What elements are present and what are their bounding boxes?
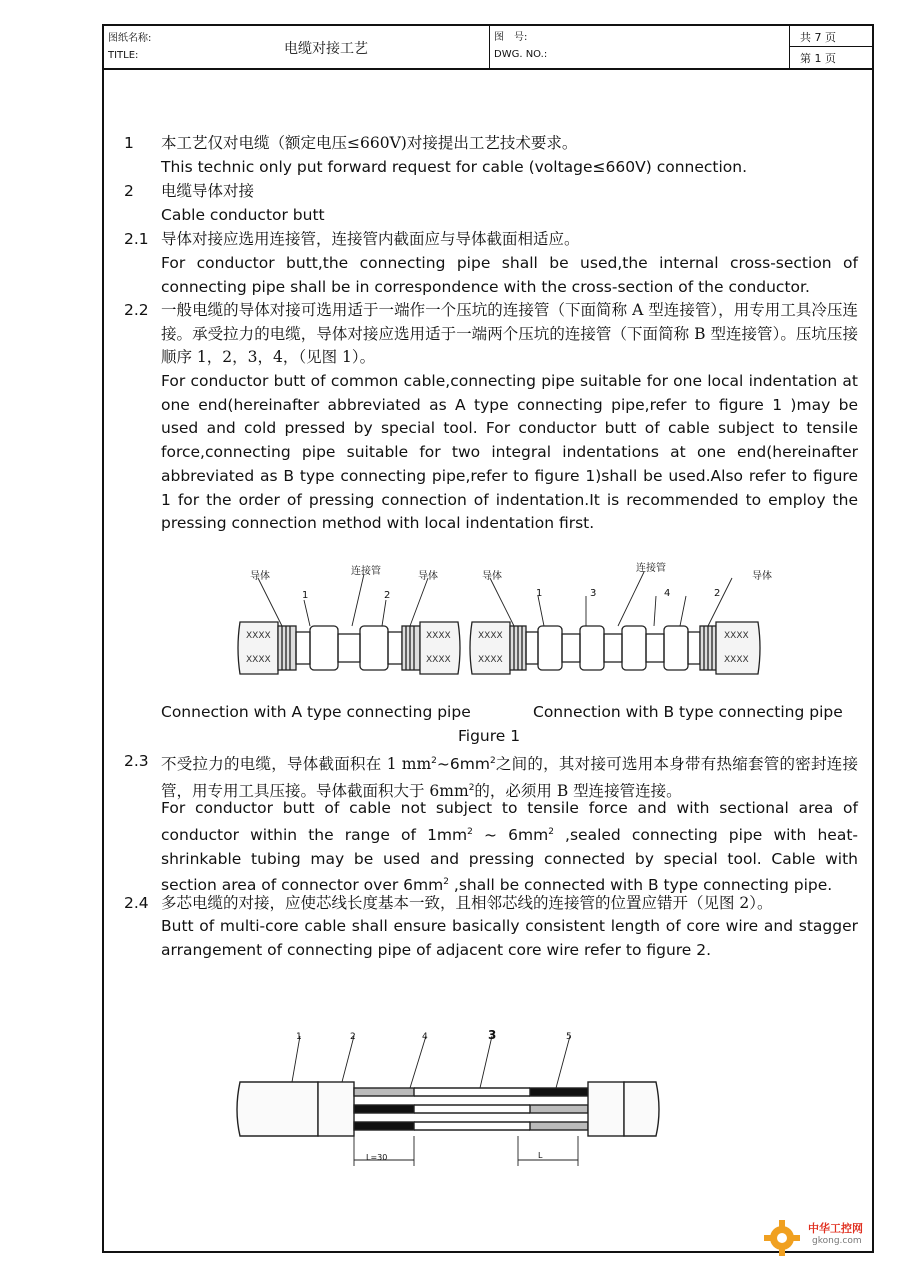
figure-1a-a-type bbox=[238, 574, 460, 674]
svg-text:XXXX: XXXX bbox=[724, 631, 749, 641]
section-2-4-number: 2.4 bbox=[124, 894, 149, 912]
fig1b-label-conductor-right: 导体 bbox=[752, 571, 772, 582]
watermark-brand: 中华工控网 bbox=[808, 1222, 863, 1235]
figure-2-drawing bbox=[230, 1030, 670, 1180]
fig1a-label-2: 2 bbox=[384, 590, 391, 601]
section-1-en: This technic only put forward request for cable (voltage≤660V) connection. bbox=[161, 158, 748, 176]
svg-text:XXXX: XXXX bbox=[724, 655, 749, 665]
svg-text:XXXX: XXXX bbox=[426, 655, 451, 665]
document-title: 电缆对接工艺 bbox=[284, 41, 368, 57]
fig1a-label-pipe: 连接管 bbox=[351, 566, 381, 577]
fig2-label-1: 1 bbox=[296, 1032, 302, 1042]
gear-icon bbox=[762, 1218, 802, 1258]
figure-1-title: Figure 1 bbox=[458, 727, 521, 745]
section-1-number: 1 bbox=[124, 134, 134, 152]
fig1a-label-conductor-left: 导体 bbox=[250, 571, 270, 582]
fig1a-label-1: 1 bbox=[302, 590, 309, 601]
section-2-number: 2 bbox=[124, 182, 134, 200]
fig1b-label-pipe: 连接管 bbox=[636, 563, 666, 574]
fig1b-label-conductor-left: 导体 bbox=[482, 571, 502, 582]
fig2-dim-l30: L=30 bbox=[366, 1153, 388, 1162]
section-2-2-number: 2.2 bbox=[124, 301, 149, 319]
section-2-1-number: 2.1 bbox=[124, 230, 149, 248]
drawing-name-label-en: TITLE: bbox=[108, 50, 139, 61]
fig2-label-4: 4 bbox=[422, 1032, 428, 1042]
section-2-3-cn: 不受拉力的电缆，导体截面积在 1 $mm^2\sim 6mm^2$之间的，其对接可选用本身带有热缩套管的密封连接管，用专用工具压接。导体截面积大于 $6mm^2$的，必须用 B 型连接管连接。 bbox=[161, 755, 858, 801]
fig1b-label-3: 3 bbox=[590, 588, 597, 599]
fig1a-label-conductor-right: 导体 bbox=[418, 571, 438, 582]
section-2-4-cn: 多芯电缆的对接，应使芯线长度基本一致，且相邻芯线的连接管的位置应错开（见图 2）。 bbox=[161, 894, 773, 912]
fig2-label-3: 3 bbox=[488, 1028, 497, 1042]
fig1b-label-4: 4 bbox=[664, 588, 671, 599]
section-2-3-number: 2.3 bbox=[124, 752, 149, 770]
fig2-label-5: 5 bbox=[566, 1032, 572, 1042]
section-2-en: Cable conductor butt bbox=[161, 206, 325, 224]
page-number: 第 1 页 bbox=[800, 52, 836, 65]
svg-text:XXXX: XXXX bbox=[478, 631, 503, 641]
section-1-cn: 本工艺仅对电缆（额定电压≤660V)对接提出工艺技术要求。 bbox=[161, 134, 578, 152]
fig1b-label-1: 1 bbox=[536, 588, 543, 599]
watermark-logo bbox=[762, 1212, 892, 1262]
section-2-2-en: For conductor butt of common cable,connecting pipe suitable for one local indentation at one end(hereinafter abbreviated as A type connecting pipe,refer to figure 1 )may be used and cold pressed by special tool. For conductor butt of cable subject to tensile force,connecting pipe suitable for two integral indentations at one end(hereinafter abbreviated as B type connecting pipe,refer to figure 1)shall be used.Also refer to figure 1 for the order of pressing connection of indentation.It is recommended to employ the pressing connection method with local indentation first. bbox=[161, 372, 858, 533]
watermark-site: gkong.com bbox=[812, 1236, 862, 1246]
svg-text:XXXX: XXXX bbox=[246, 655, 271, 665]
dwg-no-label-en: DWG. NO.: bbox=[494, 49, 548, 60]
section-2-3-en: For conductor butt of cable not subject to tensile force and with sectional area of conductor within the range of $1mm^2$ ~ $6mm^2$ ,sealed connecting pipe with heat-shrinkable tubing may be used and pressing connected by special tool. Cable with section area of connector over $6mm^2$ ,shall be connected with B type connecting pipe. bbox=[161, 799, 858, 895]
section-2-4-en: Butt of multi-core cable shall ensure basically consistent length of core wire and stagger arrangement of connecting pipe of adjacent core wire refer to figure 2. bbox=[161, 917, 858, 959]
figure-1-caption-b: Connection with B type connecting pipe bbox=[533, 703, 843, 721]
total-pages: 共 7 页 bbox=[800, 31, 836, 44]
section-2-2-cn: 一般电缆的导体对接可选用适于一端作一个压坑的连接管（下面简称 A 型连接管），用专用工具冷压连接。承受拉力的电缆，导体对接应选用适于一端两个压坑的连接管（下面简称 B 型连接管）。压坑压接顺序 1，2，3，4，（见图 1）。 bbox=[161, 301, 858, 367]
figure-1-caption-a: Connection with A type connecting pipe bbox=[161, 703, 471, 721]
section-2-1-cn: 导体对接应选用连接管，连接管内截面应与导体截面相适应。 bbox=[161, 230, 580, 248]
dwg-no-label-cn: 图 号: bbox=[494, 32, 528, 43]
svg-text:XXXX: XXXX bbox=[478, 655, 503, 665]
svg-text:XXXX: XXXX bbox=[426, 631, 451, 641]
fig1b-label-2: 2 bbox=[714, 588, 721, 599]
section-2-1-en: For conductor butt,the connecting pipe shall be used,the internal cross-section of connecting pipe shall be in correspondence with the cross-section of the conductor. bbox=[161, 254, 858, 296]
fig2-dim-l: L bbox=[538, 1151, 543, 1160]
section-2-cn: 电缆导体对接 bbox=[161, 182, 255, 200]
svg-text:XXXX: XXXX bbox=[246, 631, 271, 641]
fig2-label-2: 2 bbox=[350, 1032, 356, 1042]
drawing-name-label-cn: 图纸名称: bbox=[108, 33, 152, 44]
